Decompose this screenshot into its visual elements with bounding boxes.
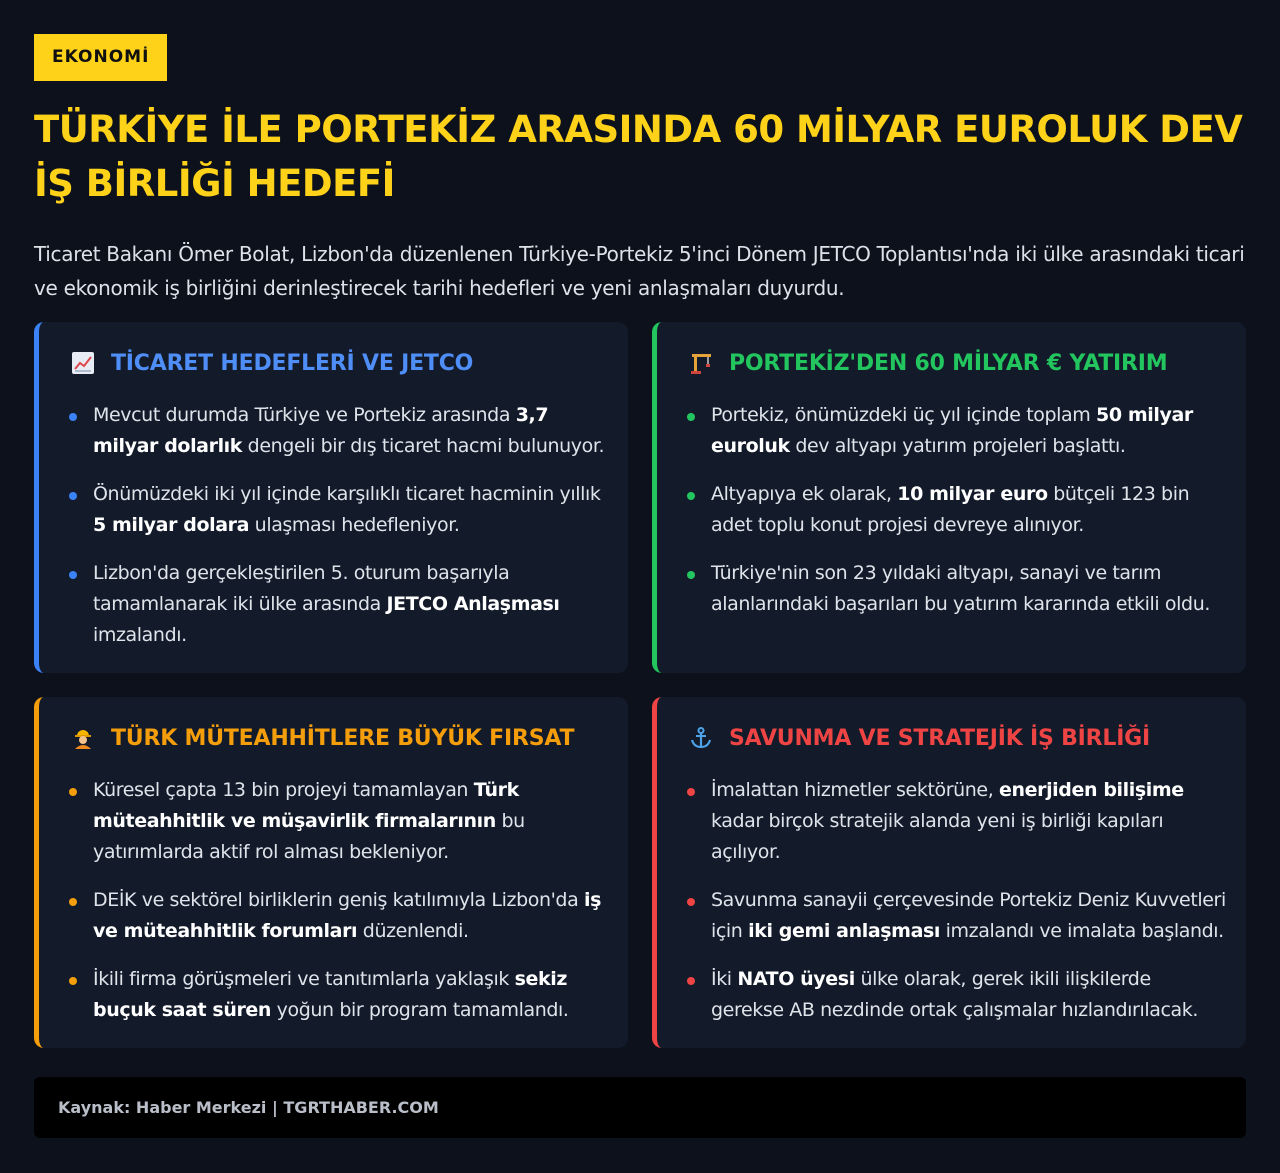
item-text: imzalandı.	[93, 624, 187, 646]
item-text: bu yatırımlarda aktif rol alması bekleniyor.	[93, 810, 525, 863]
card-portugal-investment	[652, 322, 1246, 673]
card-title: TÜRK MÜTEAHHİTLERE BÜYÜK FIRSAT	[111, 725, 575, 751]
card-list	[687, 400, 1226, 620]
item-text: Küresel çapta 13 bin projeyi tamamlayan	[93, 779, 474, 801]
highlight-text: Türk müteahhitlik ve müşavirlik firmalarının	[93, 779, 519, 832]
highlight-text: JETCO Anlaşması	[386, 593, 560, 615]
list-item	[687, 558, 1226, 620]
construction-worker-icon	[69, 724, 97, 752]
item-text: Mevcut durumda Türkiye ve Portekiz arasında	[93, 404, 516, 426]
lead-paragraph: Ticaret Bakanı Ömer Bolat, Lizbon'da düzenlenen Türkiye-Portekiz 5'inci Dönem JETCO Toplantısı'nda iki ülke arasındaki ticari ve ekonomik iş birliğini derinleştirecek tarihi hedefleri ve yeni anlaşmaları duyurdu.	[34, 242, 1245, 300]
list-item	[69, 400, 608, 462]
card-header	[69, 348, 608, 378]
anchor-icon	[687, 724, 715, 752]
card-trade-goals	[34, 322, 628, 673]
item-text: bütçeli 123 bin adet toplu konut projesi devreye alınıyor.	[711, 483, 1190, 536]
item-text: dengeli bir dış ticaret hacmi bulunuyor.	[242, 435, 605, 457]
list-item	[69, 479, 608, 541]
card-header	[687, 723, 1226, 753]
highlight-text: enerjiden bilişime	[999, 779, 1184, 801]
card-title: TİCARET HEDEFLERİ VE JETCO	[111, 350, 474, 376]
card-list	[69, 400, 608, 651]
source-footer: Kaynak: Haber Merkezi | TGRTHABER.COM	[34, 1077, 1246, 1138]
item-text: Lizbon'da gerçekleştirilen 5. oturum başarıyla tamamlanarak iki ülke arasında	[93, 562, 510, 615]
list-item	[687, 885, 1226, 947]
highlight-text: iki gemi anlaşması	[748, 920, 941, 942]
card-title: PORTEKİZ'DEN 60 MİLYAR € YATIRIM	[729, 350, 1168, 376]
category-badge: EKONOMİ	[34, 34, 167, 81]
list-item	[687, 964, 1226, 1026]
list-item	[687, 775, 1226, 868]
highlight-text: iş ve müteahhitlik forumları	[93, 889, 601, 942]
list-item	[687, 479, 1226, 541]
card-list	[69, 775, 608, 1026]
card-header	[69, 723, 608, 753]
list-item	[687, 400, 1226, 462]
card-grid	[34, 322, 1246, 1048]
item-text: İmalattan hizmetler sektörüne,	[711, 779, 999, 801]
highlight-text: 3,7 milyar dolarlık	[93, 404, 549, 457]
highlight-text: 5 milyar dolara	[93, 514, 250, 536]
item-text: imzalandı ve imalata başlandı.	[940, 920, 1224, 942]
card-list	[687, 775, 1226, 1026]
item-text: ulaşması hedefleniyor.	[249, 514, 460, 536]
item-text: Savunma sanayii çerçevesinde Portekiz Deniz Kuvvetleri için	[711, 889, 1226, 942]
list-item	[69, 558, 608, 651]
page-title: TÜRKİYE İLE PORTEKİZ ARASINDA 60 MİLYAR EUROLUK DEV İŞ BİRLİĞİ HEDEFİ	[34, 108, 1243, 205]
item-text: ülke olarak, gerek ikili ilişkilerde gerekse AB nezdinde ortak çalışmalar hızlandırılacak.	[711, 968, 1198, 1021]
card-defense	[652, 697, 1246, 1048]
highlight-text: sekiz buçuk saat süren	[93, 968, 568, 1021]
list-item	[69, 885, 608, 947]
construction-crane-icon	[687, 349, 715, 377]
list-item	[69, 775, 608, 868]
item-text: Türkiye'nin son 23 yıldaki altyapı, sanayi ve tarım alanlarındaki başarıları bu yatırım kararında etkili oldu.	[711, 562, 1210, 615]
item-text: Altyapıya ek olarak,	[711, 483, 898, 505]
item-text: kadar birçok stratejik alanda yeni iş birliği kapıları açılıyor.	[711, 810, 1164, 863]
item-text: dev altyapı yatırım projeleri başlattı.	[789, 435, 1126, 457]
list-item	[69, 964, 608, 1026]
item-text: İkili firma görüşmeleri ve tanıtımlarla yaklaşık	[93, 968, 515, 990]
item-text: düzenlendi.	[357, 920, 469, 942]
highlight-text: NATO üyesi	[737, 968, 855, 990]
highlight-text: 10 milyar euro	[897, 483, 1048, 505]
article	[34, 34, 1246, 1021]
item-text: DEİK ve sektörel birliklerin geniş katılımıyla Lizbon'da	[93, 889, 584, 911]
item-text: yoğun bir program tamamlandı.	[271, 999, 569, 1021]
card-contractors	[34, 697, 628, 1048]
card-title: SAVUNMA VE STRATEJİK İŞ BİRLİĞİ	[729, 725, 1151, 751]
item-text: Önümüzdeki iki yıl içinde karşılıklı ticaret hacminin yıllık	[93, 483, 601, 505]
item-text: Portekiz, önümüzdeki üç yıl içinde toplam	[711, 404, 1097, 426]
chart-increasing-icon	[69, 349, 97, 377]
item-text: İki	[711, 968, 738, 990]
highlight-text: 50 milyar euroluk	[711, 404, 1193, 457]
card-header	[687, 348, 1226, 378]
